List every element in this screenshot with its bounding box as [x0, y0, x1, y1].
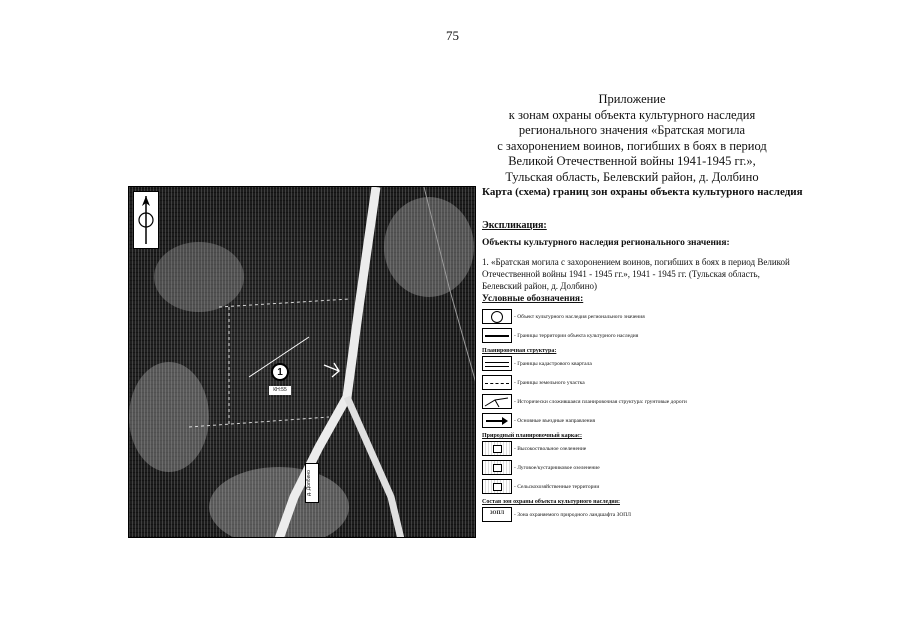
appendix-line: регионального значения «Братская могила	[518, 123, 746, 137]
heritage-object-icon	[482, 309, 512, 324]
legend-item-label: - Объект культурного наследия регионального значения	[514, 313, 645, 320]
zone-badge-icon: ЗОПЛ	[482, 507, 512, 522]
legend-item-label: - Луговое/кустарниковое озеленение	[514, 464, 600, 471]
zones-heading: Состав зон охраны объекта культурного наследия:	[482, 499, 620, 505]
parcel-boundary	[219, 299, 349, 307]
planning-heading: Планировочная структура:	[482, 348, 557, 354]
appendix-header	[467, 92, 797, 185]
entry-arrow-icon	[482, 413, 512, 428]
legend-item-label: - Основные въездные направления	[514, 417, 596, 424]
legend-item-entries	[482, 411, 812, 430]
explication-heading: Экспликация:	[482, 220, 547, 231]
legend-item-object	[482, 307, 812, 326]
legend-item-tall-green	[482, 439, 812, 458]
branch-road	[347, 397, 401, 538]
road-label: д. Долбино	[305, 463, 319, 503]
object-description-line: Белевский район, д. Долбино)	[482, 281, 598, 291]
legend-item-label: - Границы земельного участка	[514, 379, 585, 386]
legend-item-label: - Границы кадастрового квартала	[514, 360, 592, 367]
tall-green-icon	[482, 441, 512, 456]
legend-item-roads	[482, 392, 812, 411]
appendix-line: Тульская область, Белевский район, д. Долбино	[505, 169, 759, 184]
legend-item-territory	[482, 326, 812, 345]
legend-item-parcel	[482, 373, 812, 392]
map-title: Карта (схема) границ зон охраны объекта культурного наследия	[482, 186, 803, 198]
legend-item-label: - Высокоствольное озеленение	[514, 445, 587, 452]
legend-item-label: - Исторически сложившаяся планировочная структура: грунтовые дороги	[514, 398, 687, 405]
legend-item-label: - Сельскохозяйственные территории	[514, 483, 600, 490]
territory-line-icon	[482, 328, 512, 343]
meadow-icon	[482, 460, 512, 475]
map-overlay	[129, 187, 476, 538]
object-description	[482, 256, 812, 292]
legend-panel	[482, 186, 812, 524]
cadastral-label: КН:55	[269, 386, 291, 395]
page-number: 75	[446, 28, 459, 43]
appendix-line: Великой Отечественной войны 1941-1945 гг.»,	[508, 154, 756, 168]
object-description-line: 1. «Братская могила с захоронением воинов, погибших в боях в период Великой	[482, 257, 790, 267]
parcel-line-icon	[482, 375, 512, 390]
appendix-line: к зонам охраны объекта культурного наследия	[508, 107, 756, 122]
legend-item-label: - Границы территории объекта культурного наследия	[514, 332, 639, 339]
map-image	[128, 186, 476, 538]
heritage-object-marker: 1	[271, 363, 289, 381]
objects-heading: Объекты культурного наследия регионального значения:	[482, 238, 730, 248]
legend-item-meadow	[482, 458, 812, 477]
appendix-line: Приложение	[598, 92, 666, 106]
legend-item-zone	[482, 505, 812, 524]
nature-heading: Природный планировочный каркас:	[482, 433, 582, 439]
north-arrow-icon	[133, 191, 159, 249]
appendix-line: с захоронением воинов, погибших в боях в период	[497, 138, 767, 153]
legend-item-label: - Зона охраняемого природного ландшафта ЗОПЛ	[514, 511, 632, 518]
conventions-heading: Условные обозначения:	[482, 294, 584, 304]
legend-item-cadastral	[482, 354, 812, 373]
legend-item-agri	[482, 477, 812, 496]
agri-land-icon	[482, 479, 512, 494]
dirt-road-icon	[482, 394, 512, 409]
object-description-line: Отечественной войны 1941 - 1945 гг.», 1941 - 1945 гг. (Тульская область,	[482, 269, 760, 279]
entry-arrow	[324, 363, 339, 377]
parcel-boundary	[189, 417, 329, 427]
cadastral-line-icon	[482, 356, 512, 371]
